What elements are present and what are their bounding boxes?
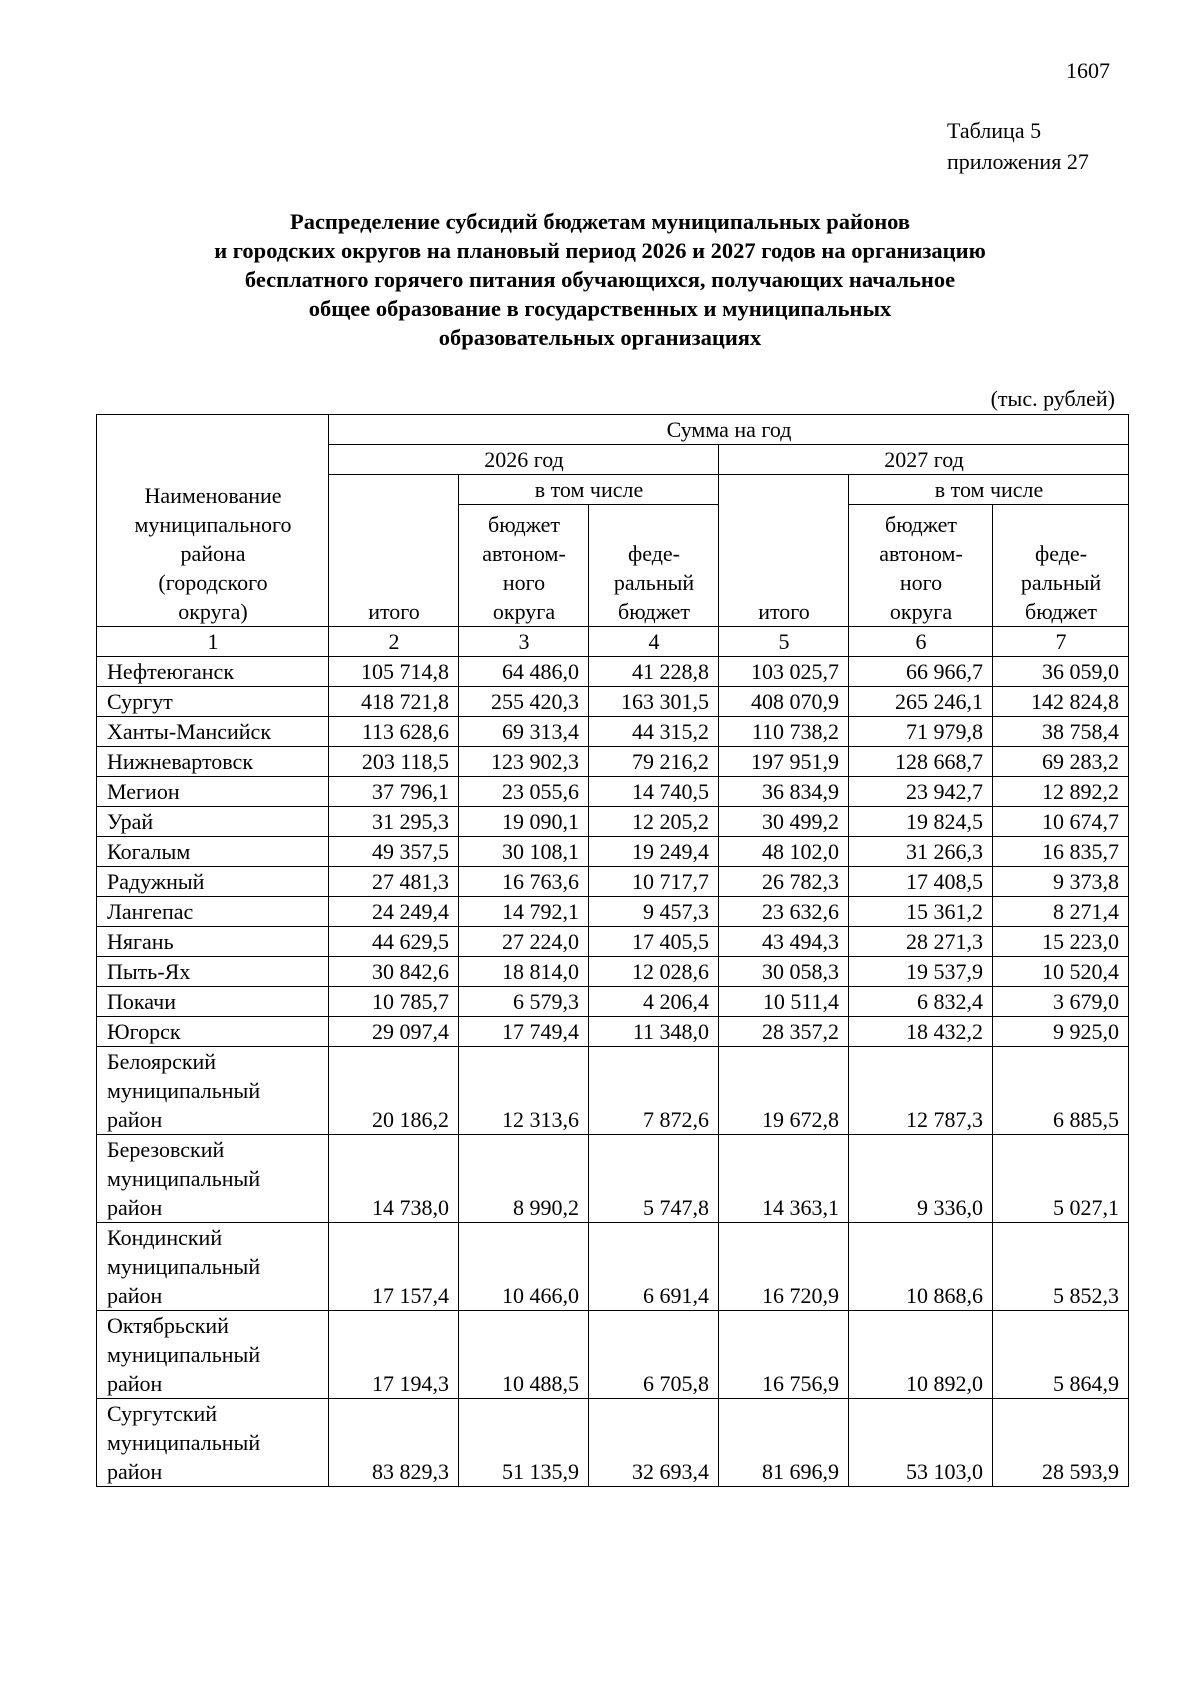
municipality-name-line: Белоярский bbox=[107, 1049, 217, 1074]
value-cell: 10 892,0 bbox=[849, 1311, 993, 1399]
municipality-name-line: Лангепас bbox=[107, 899, 194, 924]
value-cell: 31 266,3 bbox=[849, 837, 993, 867]
column-number: 5 bbox=[719, 627, 849, 657]
value-cell: 66 966,7 bbox=[849, 657, 993, 687]
municipality-name bbox=[97, 1311, 329, 1399]
title-line: общее образование в государственных и муниципальных bbox=[308, 296, 892, 321]
header-sum-per-year: Сумма на год bbox=[329, 415, 1129, 445]
value-cell: 19 090,1 bbox=[459, 807, 589, 837]
value-cell: 12 313,6 bbox=[459, 1047, 589, 1135]
value-cell: 83 829,3 bbox=[329, 1399, 459, 1487]
value-cell: 15 361,2 bbox=[849, 897, 993, 927]
value-cell: 17 749,4 bbox=[459, 1017, 589, 1047]
value-cell: 41 228,8 bbox=[589, 657, 719, 687]
value-cell: 71 979,8 bbox=[849, 717, 993, 747]
header-including-2026: в том числе bbox=[459, 475, 719, 505]
value-cell: 27 224,0 bbox=[459, 927, 589, 957]
value-cell: 5 027,1 bbox=[993, 1135, 1129, 1223]
value-cell: 12 892,2 bbox=[993, 777, 1129, 807]
table-row bbox=[97, 1311, 1129, 1399]
value-cell: 64 486,0 bbox=[459, 657, 589, 687]
header-name-column: Наименование муниципального района (городского округа) bbox=[97, 415, 329, 627]
column-number: 3 bbox=[459, 627, 589, 657]
value-cell: 9 925,0 bbox=[993, 1017, 1129, 1047]
municipality-name-line: Ханты-Мансийск bbox=[107, 719, 272, 744]
header-federal-budget-2026: феде- ральный бюджет bbox=[589, 505, 719, 627]
header-including-2027: в том числе bbox=[849, 475, 1129, 505]
header-total-2026: итого bbox=[329, 475, 459, 627]
value-cell: 265 246,1 bbox=[849, 687, 993, 717]
value-cell: 30 108,1 bbox=[459, 837, 589, 867]
appendix-annex-label: приложения 27 bbox=[947, 149, 1089, 174]
municipality-name-line: район bbox=[107, 1283, 163, 1308]
value-cell: 19 537,9 bbox=[849, 957, 993, 987]
header-total-2027: итого bbox=[719, 475, 849, 627]
header-year-2027: 2027 год bbox=[719, 445, 1129, 475]
value-cell: 24 249,4 bbox=[329, 897, 459, 927]
value-cell: 30 058,3 bbox=[719, 957, 849, 987]
value-cell: 19 672,8 bbox=[719, 1047, 849, 1135]
column-number: 2 bbox=[329, 627, 459, 657]
value-cell: 10 466,0 bbox=[459, 1223, 589, 1311]
title-line: и городских округов на плановый период 2026 и 2027 годов на организацию bbox=[214, 238, 986, 263]
municipality-name-line: Нижневартовск bbox=[107, 749, 254, 774]
value-cell: 31 295,3 bbox=[329, 807, 459, 837]
units-label: (тыс. рублей) bbox=[990, 386, 1115, 411]
municipality-name-line: Покачи bbox=[107, 989, 176, 1014]
municipality-name-line: Урай bbox=[107, 809, 154, 834]
column-number: 4 bbox=[589, 627, 719, 657]
value-cell: 5 747,8 bbox=[589, 1135, 719, 1223]
municipality-name bbox=[97, 897, 329, 927]
municipality-name-line: Березовский bbox=[107, 1137, 225, 1162]
value-cell: 32 693,4 bbox=[589, 1399, 719, 1487]
value-cell: 53 103,0 bbox=[849, 1399, 993, 1487]
table-row bbox=[97, 687, 1129, 717]
value-cell: 10 511,4 bbox=[719, 987, 849, 1017]
value-cell: 37 796,1 bbox=[329, 777, 459, 807]
value-cell: 79 216,2 bbox=[589, 747, 719, 777]
value-cell: 19 249,4 bbox=[589, 837, 719, 867]
value-cell: 142 824,8 bbox=[993, 687, 1129, 717]
municipality-name-line: район bbox=[107, 1195, 163, 1220]
value-cell: 27 481,3 bbox=[329, 867, 459, 897]
table-row bbox=[97, 897, 1129, 927]
value-cell: 51 135,9 bbox=[459, 1399, 589, 1487]
municipality-name-line: муниципальный bbox=[107, 1254, 261, 1279]
value-cell: 19 824,5 bbox=[849, 807, 993, 837]
municipality-name bbox=[97, 657, 329, 687]
appendix-reference bbox=[947, 115, 1089, 177]
municipality-name bbox=[97, 957, 329, 987]
header-federal-budget-2027: феде- ральный бюджет bbox=[993, 505, 1129, 627]
value-cell: 20 186,2 bbox=[329, 1047, 459, 1135]
value-cell: 81 696,9 bbox=[719, 1399, 849, 1487]
municipality-name bbox=[97, 1017, 329, 1047]
value-cell: 14 792,1 bbox=[459, 897, 589, 927]
table-row bbox=[97, 1047, 1129, 1135]
value-cell: 69 283,2 bbox=[993, 747, 1129, 777]
municipality-name-line: Пыть-Ях bbox=[107, 959, 191, 984]
value-cell: 26 782,3 bbox=[719, 867, 849, 897]
value-cell: 7 872,6 bbox=[589, 1047, 719, 1135]
municipality-name-line: район bbox=[107, 1107, 163, 1132]
table-row bbox=[97, 867, 1129, 897]
value-cell: 6 579,3 bbox=[459, 987, 589, 1017]
municipality-name bbox=[97, 777, 329, 807]
value-cell: 36 834,9 bbox=[719, 777, 849, 807]
value-cell: 123 902,3 bbox=[459, 747, 589, 777]
municipality-name-line: Кондинский bbox=[107, 1225, 223, 1250]
table-row bbox=[97, 837, 1129, 867]
value-cell: 12 028,6 bbox=[589, 957, 719, 987]
municipality-name bbox=[97, 747, 329, 777]
table-row bbox=[97, 1399, 1129, 1487]
header-row-sum bbox=[97, 415, 1129, 445]
column-number-row bbox=[97, 627, 1129, 657]
value-cell: 10 520,4 bbox=[993, 957, 1129, 987]
value-cell: 8 271,4 bbox=[993, 897, 1129, 927]
value-cell: 6 885,5 bbox=[993, 1047, 1129, 1135]
municipality-name bbox=[97, 987, 329, 1017]
municipality-name bbox=[97, 1135, 329, 1223]
value-cell: 16 763,6 bbox=[459, 867, 589, 897]
value-cell: 5 864,9 bbox=[993, 1311, 1129, 1399]
municipality-name bbox=[97, 1047, 329, 1135]
value-cell: 28 357,2 bbox=[719, 1017, 849, 1047]
value-cell: 17 405,5 bbox=[589, 927, 719, 957]
municipality-name-line: район bbox=[107, 1371, 163, 1396]
municipality-name-line: муниципальный bbox=[107, 1430, 261, 1455]
value-cell: 30 842,6 bbox=[329, 957, 459, 987]
table-row bbox=[97, 807, 1129, 837]
value-cell: 163 301,5 bbox=[589, 687, 719, 717]
value-cell: 11 348,0 bbox=[589, 1017, 719, 1047]
municipality-name-line: Октябрьский bbox=[107, 1313, 229, 1338]
municipality-name-line: муниципальный bbox=[107, 1166, 261, 1191]
value-cell: 9 457,3 bbox=[589, 897, 719, 927]
value-cell: 8 990,2 bbox=[459, 1135, 589, 1223]
value-cell: 5 852,3 bbox=[993, 1223, 1129, 1311]
municipality-name-line: Югорск bbox=[107, 1019, 181, 1044]
value-cell: 28 271,3 bbox=[849, 927, 993, 957]
value-cell: 14 738,0 bbox=[329, 1135, 459, 1223]
municipality-name-line: Нягань bbox=[107, 929, 174, 954]
value-cell: 418 721,8 bbox=[329, 687, 459, 717]
municipality-name-line: Когалым bbox=[107, 839, 191, 864]
value-cell: 10 868,6 bbox=[849, 1223, 993, 1311]
municipality-name bbox=[97, 867, 329, 897]
value-cell: 49 357,5 bbox=[329, 837, 459, 867]
value-cell: 16 720,9 bbox=[719, 1223, 849, 1311]
value-cell: 14 363,1 bbox=[719, 1135, 849, 1223]
document-title bbox=[60, 207, 1140, 352]
table-row bbox=[97, 777, 1129, 807]
municipality-name bbox=[97, 687, 329, 717]
column-number: 1 bbox=[97, 627, 329, 657]
value-cell: 69 313,4 bbox=[459, 717, 589, 747]
value-cell: 44 315,2 bbox=[589, 717, 719, 747]
value-cell: 23 942,7 bbox=[849, 777, 993, 807]
table-row bbox=[97, 987, 1129, 1017]
value-cell: 28 593,9 bbox=[993, 1399, 1129, 1487]
value-cell: 17 157,4 bbox=[329, 1223, 459, 1311]
value-cell: 30 499,2 bbox=[719, 807, 849, 837]
value-cell: 18 814,0 bbox=[459, 957, 589, 987]
municipality-name-line: Нефтеюганск bbox=[107, 659, 235, 684]
value-cell: 17 408,5 bbox=[849, 867, 993, 897]
column-number: 7 bbox=[993, 627, 1129, 657]
table-row bbox=[97, 1135, 1129, 1223]
value-cell: 38 758,4 bbox=[993, 717, 1129, 747]
value-cell: 12 787,3 bbox=[849, 1047, 993, 1135]
value-cell: 6 832,4 bbox=[849, 987, 993, 1017]
title-line: бесплатного горячего питания обучающихся, получающих начальное bbox=[244, 267, 956, 292]
value-cell: 15 223,0 bbox=[993, 927, 1129, 957]
value-cell: 6 705,8 bbox=[589, 1311, 719, 1399]
value-cell: 29 097,4 bbox=[329, 1017, 459, 1047]
value-cell: 105 714,8 bbox=[329, 657, 459, 687]
table-row bbox=[97, 957, 1129, 987]
header-year-2026: 2026 год bbox=[329, 445, 719, 475]
header-ao-budget-2027: бюджет автоном- ного округа bbox=[849, 505, 993, 627]
value-cell: 14 740,5 bbox=[589, 777, 719, 807]
municipality-name bbox=[97, 717, 329, 747]
table-body bbox=[97, 657, 1129, 1487]
municipality-name bbox=[97, 807, 329, 837]
value-cell: 10 674,7 bbox=[993, 807, 1129, 837]
value-cell: 3 679,0 bbox=[993, 987, 1129, 1017]
value-cell: 17 194,3 bbox=[329, 1311, 459, 1399]
value-cell: 43 494,3 bbox=[719, 927, 849, 957]
value-cell: 110 738,2 bbox=[719, 717, 849, 747]
value-cell: 255 420,3 bbox=[459, 687, 589, 717]
municipality-name bbox=[97, 837, 329, 867]
value-cell: 128 668,7 bbox=[849, 747, 993, 777]
municipality-name-line: Мегион bbox=[107, 779, 180, 804]
municipality-name-line: Сургутский bbox=[107, 1401, 218, 1426]
value-cell: 4 206,4 bbox=[589, 987, 719, 1017]
value-cell: 197 951,9 bbox=[719, 747, 849, 777]
value-cell: 23 632,6 bbox=[719, 897, 849, 927]
municipality-name-line: район bbox=[107, 1459, 163, 1484]
value-cell: 18 432,2 bbox=[849, 1017, 993, 1047]
header-ao-budget-2026: бюджет автоном- ного округа bbox=[459, 505, 589, 627]
value-cell: 10 785,7 bbox=[329, 987, 459, 1017]
value-cell: 23 055,6 bbox=[459, 777, 589, 807]
table-row bbox=[97, 1017, 1129, 1047]
municipality-name-line: Сургут bbox=[107, 689, 173, 714]
table-row bbox=[97, 747, 1129, 777]
page-number: 1607 bbox=[1066, 58, 1110, 83]
value-cell: 9 336,0 bbox=[849, 1135, 993, 1223]
appendix-table-label: Таблица 5 bbox=[947, 118, 1042, 143]
municipality-name bbox=[97, 1223, 329, 1311]
table-row bbox=[97, 657, 1129, 687]
value-cell: 12 205,2 bbox=[589, 807, 719, 837]
municipality-name-line: муниципальный bbox=[107, 1342, 261, 1367]
municipality-name bbox=[97, 927, 329, 957]
title-line: Распределение субсидий бюджетам муниципальных районов bbox=[289, 209, 911, 234]
municipality-name-line: Радужный bbox=[107, 869, 205, 894]
value-cell: 6 691,4 bbox=[589, 1223, 719, 1311]
municipality-name-line: муниципальный bbox=[107, 1078, 261, 1103]
value-cell: 16 835,7 bbox=[993, 837, 1129, 867]
value-cell: 10 717,7 bbox=[589, 867, 719, 897]
municipality-name bbox=[97, 1399, 329, 1487]
table-row bbox=[97, 717, 1129, 747]
column-number: 6 bbox=[849, 627, 993, 657]
value-cell: 103 025,7 bbox=[719, 657, 849, 687]
table-row bbox=[97, 1223, 1129, 1311]
value-cell: 48 102,0 bbox=[719, 837, 849, 867]
value-cell: 10 488,5 bbox=[459, 1311, 589, 1399]
value-cell: 113 628,6 bbox=[329, 717, 459, 747]
value-cell: 44 629,5 bbox=[329, 927, 459, 957]
value-cell: 408 070,9 bbox=[719, 687, 849, 717]
subsidy-table bbox=[96, 414, 1129, 1487]
value-cell: 16 756,9 bbox=[719, 1311, 849, 1399]
value-cell: 9 373,8 bbox=[993, 867, 1129, 897]
value-cell: 36 059,0 bbox=[993, 657, 1129, 687]
value-cell: 203 118,5 bbox=[329, 747, 459, 777]
table-row bbox=[97, 927, 1129, 957]
title-line: образовательных организациях bbox=[438, 325, 762, 350]
